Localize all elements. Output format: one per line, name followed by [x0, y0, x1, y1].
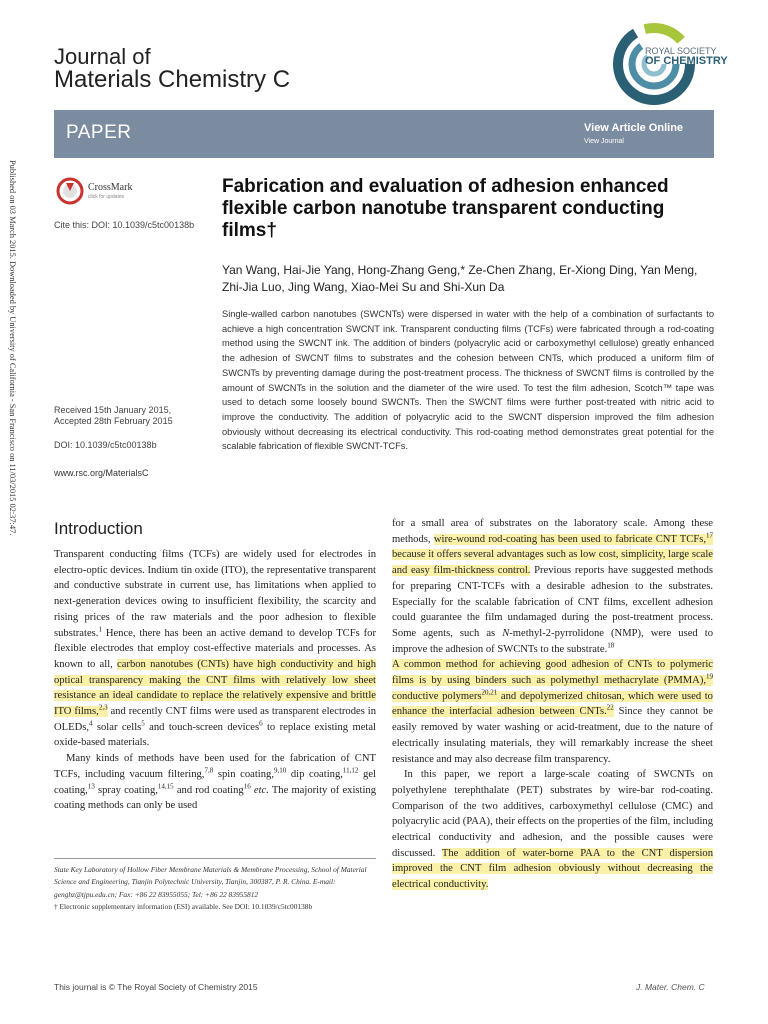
footnote	[54, 864, 376, 914]
text-run: because it offers several advantages such as low cost, simplicity, large scale and easy film-thickness control.	[392, 549, 713, 577]
view-journal-link[interactable]: View Journal	[584, 138, 624, 145]
received-date: Received 15th January 2015,	[54, 405, 172, 415]
text-run: A common method for achieving good adhesion of CNTs to polymeric films is by using binders such as polymethyl methacrylate (PMMA),	[392, 659, 713, 687]
citation-ref[interactable]: 9,10	[273, 766, 287, 775]
text-run: carbon nanotubes (CNTs) have high conductivity and high optical transparency making the CNT films with relatively low sheet resistance an ideal candidate to replace the relatively expensive and brittle ITO films,	[54, 658, 376, 718]
citation-ref[interactable]: 19	[706, 672, 713, 681]
intro-paragraph-4	[392, 767, 713, 893]
journal-name-line1: Journal of	[54, 44, 151, 69]
text-run: N	[502, 627, 510, 639]
citation-ref[interactable]: 20,21	[481, 688, 498, 697]
citation-ref[interactable]: 6	[259, 719, 263, 728]
intro-left-column	[54, 547, 376, 814]
view-article-online-link[interactable]: View Article Online	[584, 122, 684, 134]
journal-name-line2: Materials Chemistry C	[54, 66, 291, 93]
journal-url-link[interactable]: www.rsc.org/MaterialsC	[54, 468, 149, 478]
cite-this: Cite this: DOI: 10.1039/c5tc00138b	[54, 220, 195, 230]
text-run: conductive polymers	[392, 690, 482, 702]
footnote-divider	[54, 858, 376, 859]
citation-ref[interactable]: 11,12	[342, 766, 359, 775]
citation-ref[interactable]: 7,8	[204, 766, 214, 775]
affiliation: State Key Laboratory of Hollow Fiber Membrane Materials & Membrane Processing, School of Material Science and Engineering, Tianjin Polytechnic University, Tianjin, 300387, P. R. China. E-mail: genghz@tjpu.edu.cn; Fax: +86 22 83955055; Tel: +86 22 83955812	[54, 865, 367, 899]
text-run: Many kinds of methods have been used for the fabrication of CNT TCFs, including vacuum filtering,	[54, 753, 376, 780]
crossmark-label[interactable]: CrossMark	[88, 182, 133, 193]
copyright-footer: This journal is © The Royal Society of Chemistry 2015	[54, 982, 258, 992]
journal-abbrev-footer: J. Mater. Chem. C	[636, 982, 705, 992]
crossmark-icon[interactable]	[56, 177, 84, 205]
text-run: Hence, there has been an active demand to develop TCFs for flexible electrodes that employ cost-effective materials and processes. As known to all,	[54, 627, 376, 670]
text-run: The majority of existing coating methods can only be used	[54, 784, 377, 812]
text-run: and recently CNT films were used as transparent electrodes in OLEDs,	[54, 706, 376, 733]
text-run: spin coating,	[213, 768, 274, 780]
abstract: Single-walled carbon nanotubes (SWCNTs) were dispersed in water with the help of a combination of surfactants to achieve a high concentration SWCNT ink. Transparent conducting films (TCFs) were fabricated through a rod-coating method using the SWCNT ink. The addition of binders (polyacrylic acid or carboxymethyl cellulose) greatly enhanced the adhesion of SWCNT films to substrates and the cohesion between CNTs, which produced a uniform film of SWCNTs by preventing damage during the post-treatment process. The thickness of SWCNT films is controlled by the amount of SWCNTs in the solution and the diameter of the wire used. To test the film adhesion, Scotch™ tape was used to detach some loosely bound SWCNTs. Then the SWCNT films were further post-treated with nitric acid to improve the conductivity. The addition of polyacrylic acid to the SWCNT dispersion improved the film adhesion obviously without decreasing its electrical conductivity. This rod-coating method demonstrates great potential for the scalable fabrication of flexible SWCNT-TCFs.	[222, 309, 714, 452]
citation-ref[interactable]: 18	[607, 641, 615, 650]
accepted-date: Accepted 28th February 2015	[54, 416, 173, 426]
text-run: wire-wound rod-coating has been used to fabricate CNT TCFs,	[433, 533, 706, 545]
received-dates	[54, 405, 173, 427]
text-run: dip coating,	[286, 768, 343, 780]
author-list: Yan Wang, Hai-Jie Yang, Hong-Zhang Geng,* Ze-Chen Zhang, Er-Xiong Ding, Yan Meng, Zhi-Jia Luo, Jing Wang, Xiao-Mei Su and Shi-Xun Da	[222, 263, 698, 294]
citation-ref[interactable]: 1	[98, 624, 102, 633]
citation-ref[interactable]: 4	[89, 719, 93, 728]
citation-ref[interactable]: 2,3	[98, 703, 108, 712]
text-run: and depolymerized chitosan, which were used to enhance the interfacial adhesion between CNTs.	[392, 690, 713, 718]
download-notice-text: Published on 03 March 2015. Downloaded by University of California - San Francisco on 11/03/2015 02:37:47.	[8, 160, 17, 536]
section-heading-introduction: Introduction	[54, 519, 143, 538]
citation-ref[interactable]: 22	[606, 703, 614, 712]
rsc-line1: ROYAL SOCIETY	[645, 46, 717, 56]
doi[interactable]: DOI: 10.1039/c5tc00138b	[54, 440, 157, 450]
text-run: Since they cannot be easily removed by water washing or acid-treatment, due to the nature of electrically insulating materials, they will remarkably increase the sheet resistance and may also decrease film transparency.	[392, 706, 713, 765]
citation-ref[interactable]: 17	[706, 531, 713, 540]
text-run: In this paper, we report a large-scale coating of SWCNTs on polyethylene terephthalate (PET) substrates by wire-bar rod-coating. Comparison of the two additives, carboxymethyl cellulose (CMC) and polyacrylic acid (PAA), their effects on the properties of the film, including electrical conductivity and adhesion, and the possible causes were discussed.	[392, 769, 713, 859]
text-run: and touch-screen devices	[144, 721, 260, 733]
citation-ref[interactable]: 13	[87, 782, 95, 791]
text-run: Previous reports have suggested methods for preparing CNT-TCFs with a desirable adhesion to the substrates. Especially for the scalable fabrication of CNT films, excellent adhesion could guarantee the film undamaged during the post-treatment process. Some agents, such as	[392, 565, 713, 639]
download-notice-sidebar	[4, 160, 18, 650]
text-run: and rod coating	[173, 784, 244, 796]
text-run: gel coating,	[54, 768, 376, 796]
citation-ref[interactable]: 5	[141, 719, 145, 728]
text-run: spray coating,	[94, 784, 158, 796]
citation-ref[interactable]: 16	[243, 782, 251, 791]
text-run: -methyl-2-pyrrolidone (NMP), were used to improve the adhesion of SWCNTs to the substrate.	[392, 627, 713, 655]
esi-note: † Electronic supplementary information (ESI) available. See DOI: 10.1039/c5tc00138b	[54, 902, 313, 912]
text-run: for a small area of substrates on the laboratory scale. Among these methods,	[392, 518, 713, 545]
text-run: solar cells	[92, 721, 142, 733]
rsc-line2: OF CHEMISTRY	[645, 55, 728, 67]
intro-paragraph-1	[54, 547, 376, 751]
rsc-wordmark	[645, 46, 728, 66]
highlighted-text: The addition of water-borne PAA to the CNT dispersion improved the CNT film adhesion obviously without decreasing the electrical conductivity.	[392, 847, 713, 891]
crossmark-sub: click for updates	[88, 194, 125, 200]
intro-paragraph-3	[392, 516, 713, 767]
intro-right-column	[392, 516, 713, 893]
text-run: etc.	[253, 784, 269, 796]
article-type-banner	[54, 110, 714, 158]
article-type-label: PAPER	[66, 122, 132, 143]
intro-paragraph-2	[54, 751, 376, 814]
citation-ref[interactable]: 14,15	[157, 782, 174, 791]
text-run: to replace existing metal oxide-based materials.	[54, 721, 376, 749]
article-title: Fabrication and evaluation of adhesion enhanced flexible carbon nanotube transparent conducting films†	[222, 176, 669, 241]
text-run: Transparent conducting films (TCFs) are widely used for electrodes in electro-optic devices. Indium tin oxide (ITO), the representative transparent and conductive substrate in current use, has limitations when applied to next-generation devices owing to insufficient flexibility, the scarcity and rising prices of the raw materials and the poor adhesion to flexible substrates.	[54, 549, 376, 639]
